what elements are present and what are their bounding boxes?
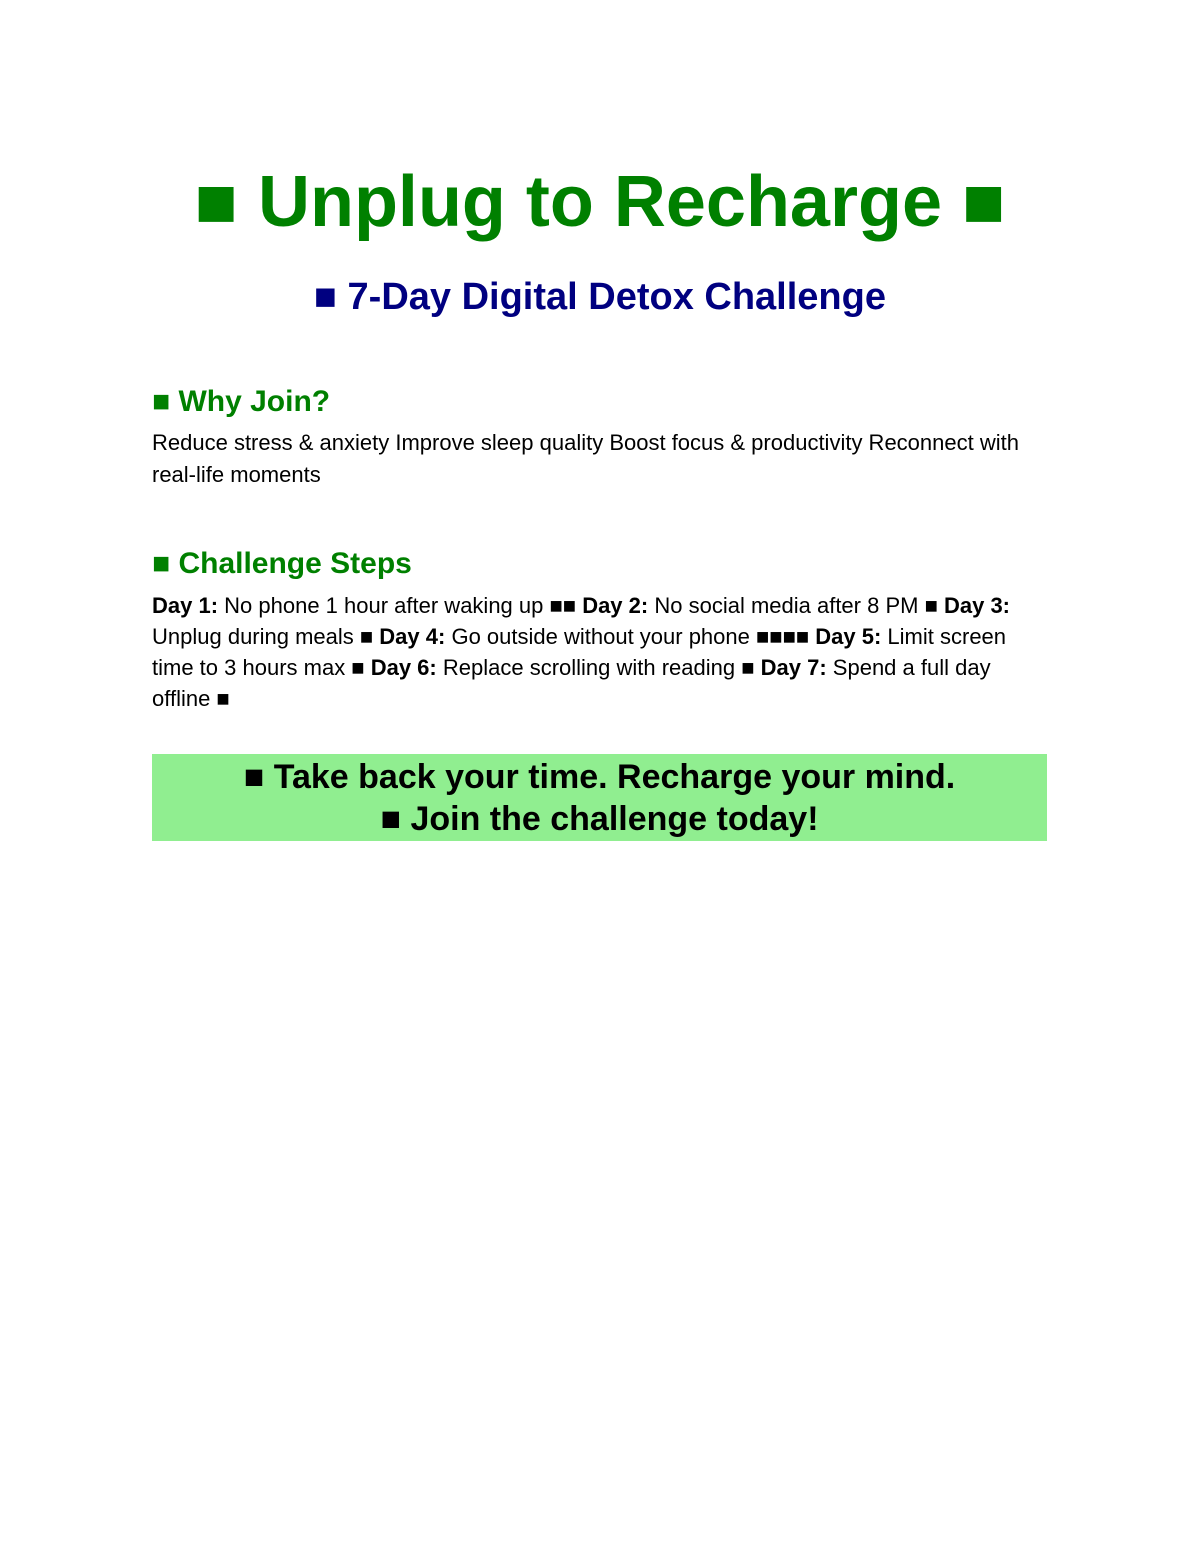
day-4-text: Go outside without your phone ■■■■ [445, 624, 816, 649]
page-title: ■ Unplug to Recharge ■ [194, 162, 1006, 242]
day-1-text: No phone 1 hour after waking up ■■ [218, 593, 583, 618]
day-6-text: Replace scrolling with reading ■ [436, 655, 761, 680]
challenge-steps-heading: ■ Challenge Steps [152, 547, 412, 580]
page-subtitle: ■ 7-Day Digital Detox Challenge [314, 276, 886, 318]
day-7-text: Spend a full day offline ■ [152, 655, 991, 711]
day-7-label: Day 7: [760, 655, 827, 680]
day-2-text: No social media after 8 PM ■ [648, 593, 944, 618]
day-2-label: Day 2: [582, 593, 649, 618]
callout-line-2: ■ Join the challenge today! [380, 800, 819, 838]
day-4-label: Day 4: [379, 624, 446, 649]
day-3-text: Unplug during meals ■ [152, 624, 380, 649]
day-6-label: Day 6: [370, 655, 437, 680]
why-join-heading: ■ Why Join? [152, 385, 331, 418]
day-5-label: Day 5: [815, 624, 882, 649]
day-5-text: Limit screen time to 3 hours max ■ [152, 624, 1007, 680]
challenge-steps-text [152, 590, 1052, 714]
day-3-label: Day 3: [943, 593, 1011, 618]
day-1-label: Day 1: [152, 593, 219, 618]
callout-line-1: ■ Take back your time. Recharge your mind. [243, 758, 956, 796]
why-join-text: Reduce stress & anxiety Improve sleep quality Boost focus & productivity Reconnect with real-life moments [152, 430, 1019, 487]
call-to-action-box [152, 754, 1047, 841]
